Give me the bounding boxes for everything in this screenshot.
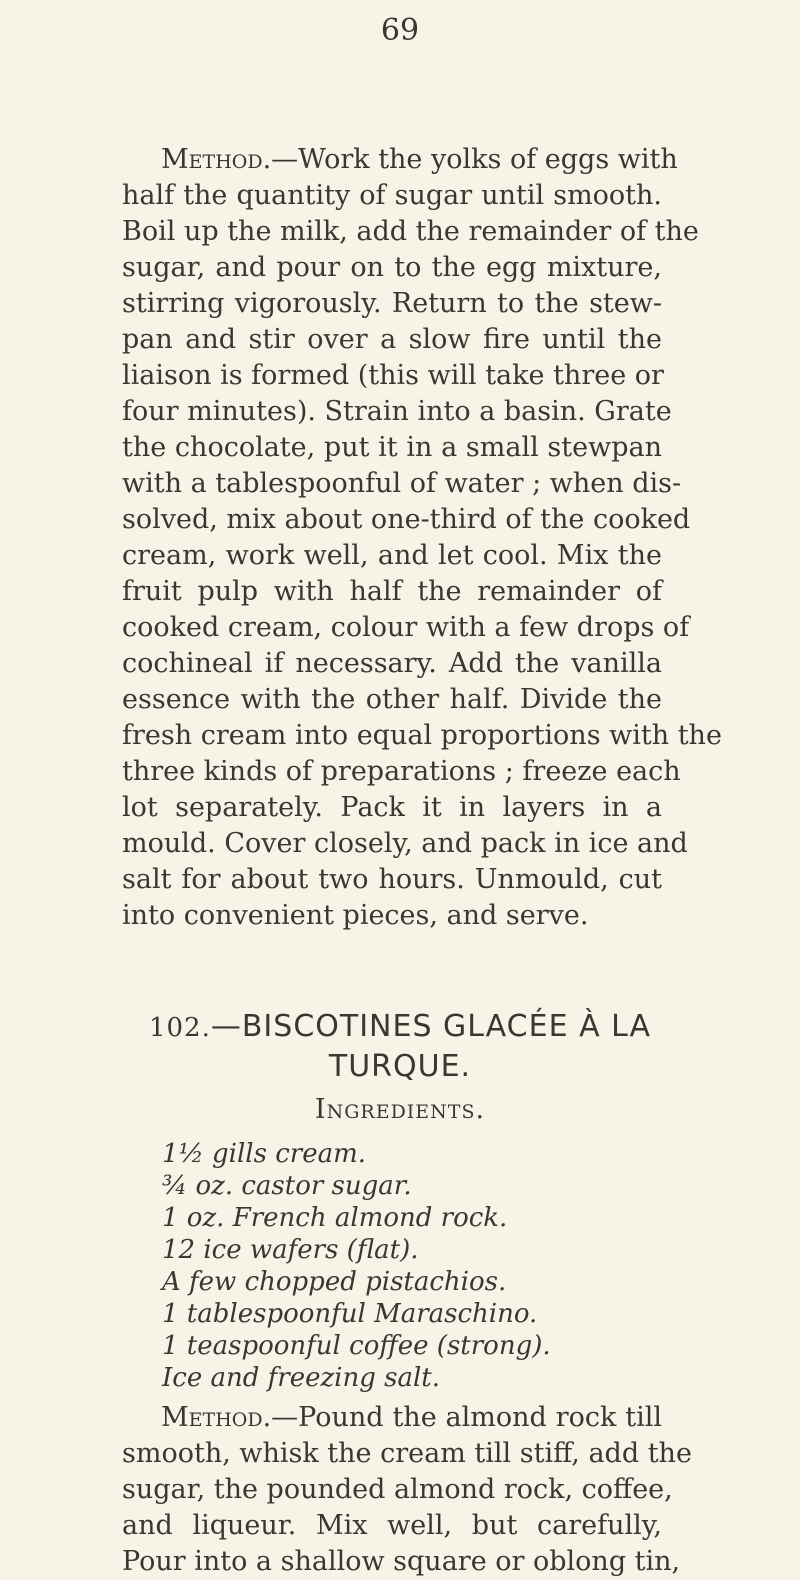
method-line: pan and stir over a slow fire until the [122, 324, 662, 355]
method-line: salt for about two hours. Unmould, cut [122, 864, 662, 895]
method-line: mould. Cover closely, and pack in ice and [122, 828, 688, 859]
ingredient-item: 12 ice wafers (flat). [162, 1235, 419, 1265]
method-line: essence with the other half. Divide the [122, 684, 662, 715]
method-line: sugar, and pour on to the egg mixture, [122, 252, 662, 283]
ingredient-item: ¾ oz. castor sugar. [162, 1171, 412, 1201]
method-line: three kinds of preparations ; freeze each [122, 756, 681, 787]
method-line: and liqueur. Mix well, but carefully, [122, 1510, 662, 1541]
method-line: fresh cream into equal proportions with the [122, 720, 722, 751]
method-line: four minutes). Strain into a basin. Grate [122, 396, 672, 427]
method-line: stirring vigorously. Return to the stew- [122, 288, 662, 319]
method-line: smooth, whisk the cream till stiff, add the [122, 1438, 692, 1469]
ingredient-item: 1 tablespoonful Maraschino. [162, 1299, 538, 1329]
method-line: sugar, the pounded almond rock, coffee, [122, 1474, 673, 1505]
method-line: fruit pulp with half the remainder of [122, 576, 662, 607]
page-number: 69 [380, 13, 420, 48]
method-line: Boil up the milk, add the remainder of the [122, 216, 699, 247]
method-line: lot separately. Pack it in layers in a [122, 792, 662, 823]
method-line: Pour into a shallow square or oblong tin, [122, 1546, 681, 1577]
recipe-number: 102. [148, 1013, 211, 1043]
ingredient-item: 1 teaspoonful coffee (strong). [162, 1331, 551, 1361]
ingredient-item: 1½ gills cream. [162, 1139, 367, 1169]
ingredient-item: A few chopped pistachios. [162, 1267, 507, 1297]
method-label: Method [161, 1402, 263, 1433]
method-line: cream, work well, and let cool. Mix the [122, 540, 662, 571]
method-line: the chocolate, put it in a small stewpan [122, 432, 662, 463]
recipe-title-line-1: BISCOTINES GLACÉE À LA [241, 1009, 652, 1044]
recipe-title-line-2: TURQUE. [328, 1049, 472, 1084]
method-line: half the quantity of sugar until smooth. [122, 180, 662, 211]
method-line: liaison is formed (this will take three or [122, 360, 664, 391]
method-line: Method.—Work the yolks of eggs with [161, 144, 678, 175]
ingredient-item: Ice and freezing salt. [162, 1363, 441, 1393]
method-line: Method.—Pound the almond rock till [161, 1402, 662, 1433]
method-line: solved, mix about one-third of the cooked [122, 504, 691, 535]
method-line: with a tablespoonful of water ; when dis- [122, 468, 682, 499]
method-label: Method [161, 144, 263, 175]
method-line: cochineal if necessary. Add the vanilla [122, 648, 662, 679]
method-line: cooked cream, colour with a few drops of [122, 612, 690, 643]
ingredients-heading: Ingredients. [314, 1094, 486, 1125]
recipe-title: 102.—BISCOTINES GLACÉE À LA [148, 1009, 652, 1044]
method-line: into convenient pieces, and serve. [122, 900, 589, 931]
ingredient-item: 1 oz. French almond rock. [162, 1203, 508, 1233]
